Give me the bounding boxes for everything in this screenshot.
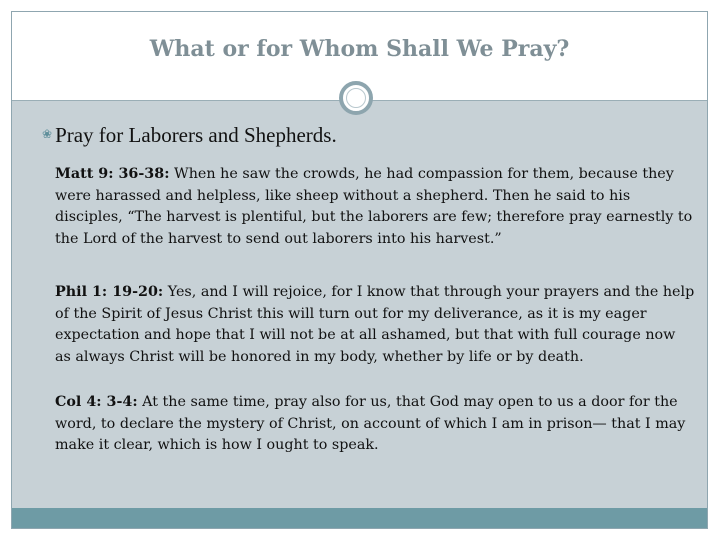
bullet-icon: ❀ [42, 127, 53, 141]
bullet-heading-text: Pray for Laborers and Shepherds. [55, 123, 337, 147]
verse-text: At the same time, pray also for us, that God may open to us a door for the word, to declare the mystery of Christ, on account of which I am in prison— that I may make it clear, which is how I ought to speak. [55, 394, 686, 454]
ring-icon [339, 81, 373, 115]
verse-reference: Phil 1: 19-20: [55, 284, 164, 300]
ring-inner [346, 88, 366, 108]
verse-paragraph [55, 164, 695, 250]
verse-text: When he saw the crowds, he had compassion for them, because they were harassed and helpless, like sheep without a shepherd. Then he said to his disciples, “The harvest is plentiful, but the laborers are few; therefore pray earnestly to the Lord of the harvest to send out laborers into his harvest.” [55, 166, 693, 247]
verse-paragraph [55, 392, 695, 457]
bullet-heading [42, 123, 337, 148]
verse-reference: Col 4: 3-4: [55, 394, 138, 410]
slide [11, 11, 708, 529]
verse-reference: Matt 9: 36-38: [55, 166, 170, 182]
verse-text: Yes, and I will rejoice, for I know that through your prayers and the help of the Spirit of Jesus Christ this will turn out for my deliverance, as it is my eager expectation and hope that I will not be at all ashamed, but that with full courage now as always Christ will be honored in my body, whether by life or by death. [55, 284, 695, 365]
slide-title: What or for Whom Shall We Pray? [149, 36, 570, 62]
verse-paragraph [55, 282, 695, 368]
footer-bar [12, 508, 707, 528]
